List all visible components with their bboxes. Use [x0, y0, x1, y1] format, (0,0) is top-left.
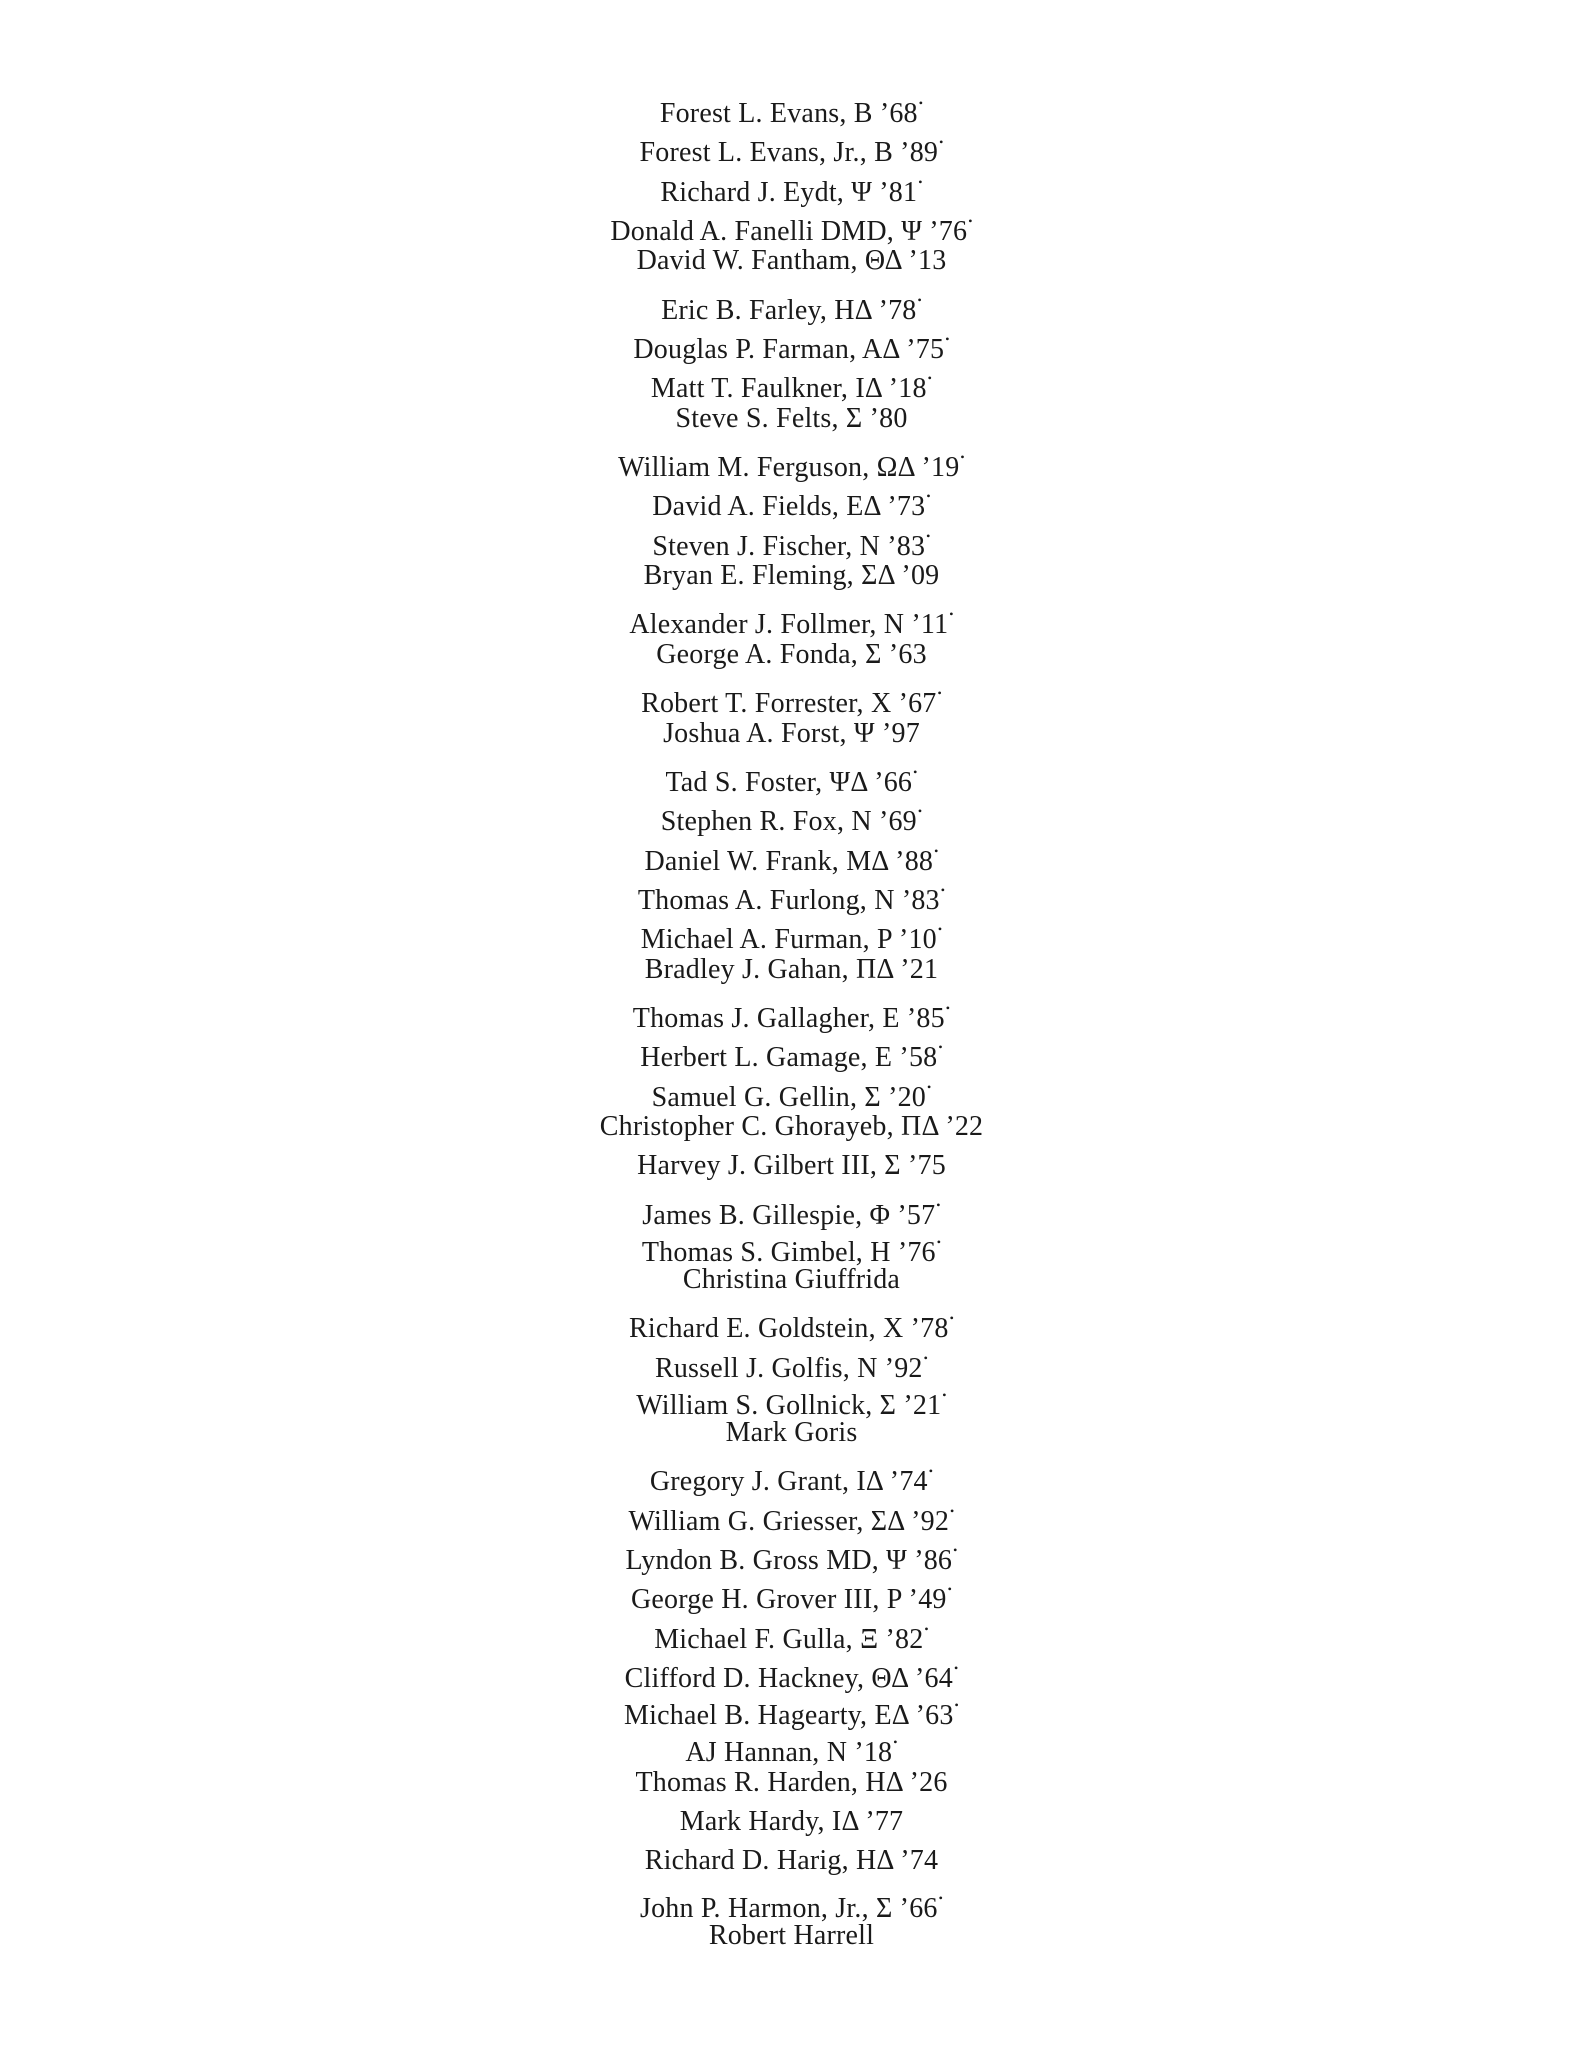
bullet-mark: • [927, 1079, 932, 1094]
name-entry [0, 910, 1583, 956]
entry-name-text: Mark Hardy, IΔ ’77 [679, 1806, 904, 1838]
bullet-mark: • [947, 1582, 953, 1597]
bullet-mark: • [893, 1735, 898, 1750]
name-entry [0, 1802, 1583, 1841]
bullet-mark: • [913, 764, 918, 779]
bullet-mark: • [968, 214, 973, 229]
entry-name-text: Forest L. Evans, B ’68 [659, 98, 918, 129]
entry-name-text: Matt T. Faulkner, IΔ ’18 [650, 373, 927, 405]
name-entry [0, 595, 1583, 641]
name-entry [0, 1413, 1583, 1452]
name-entry [0, 359, 1583, 405]
name-entry [0, 281, 1583, 326]
bullet-mark: • [938, 1890, 944, 1905]
bullet-mark: • [939, 135, 944, 150]
name-entry [0, 832, 1583, 877]
name-entry [0, 241, 1583, 280]
entry-name-text: Forest L. Evans, Jr., B ’89 [639, 137, 939, 169]
bullet-mark: • [918, 174, 923, 189]
entry-name-text: Christopher C. Ghorayeb, ΠΔ ’22 [599, 1110, 984, 1142]
bullet-mark: • [927, 371, 933, 386]
entry-name-text: Richard E. Goldstein, X ’78 [629, 1313, 949, 1345]
name-entry [0, 1531, 1583, 1577]
entry-name-text: Joshua A. Forst, Ψ ’97 [663, 717, 920, 749]
bullet-mark: • [954, 1698, 959, 1713]
bullet-mark: • [936, 1234, 942, 1249]
bullet-mark: • [960, 450, 965, 465]
entry-name-text: Michael A. Furman, P ’10 [640, 924, 937, 956]
name-entry [0, 1068, 1583, 1113]
name-entry [0, 1723, 1583, 1769]
name-entry [0, 1225, 1583, 1268]
entry-name-text: Thomas A. Furlong, N ’83 [637, 884, 940, 916]
bullet-mark: • [924, 1621, 929, 1636]
name-entry [0, 1688, 1583, 1732]
name-entry [0, 1260, 1583, 1299]
name-entry [0, 1610, 1583, 1655]
entry-name-text: James B. Gillespie, Φ ’57 [642, 1199, 936, 1231]
name-entry [0, 1339, 1583, 1384]
name-entry [0, 438, 1583, 484]
entry-name-text: Douglas P. Farman, AΔ ’75 [633, 334, 945, 366]
entry-name-text: Richard D. Harig, HΔ ’74 [644, 1845, 939, 1877]
name-entry [0, 163, 1583, 208]
entry-name-text: Bradley J. Gahan, ΠΔ ’21 [644, 953, 939, 985]
entry-name-text: Russell J. Golfis, N ’92 [654, 1352, 923, 1384]
name-entry [0, 635, 1583, 674]
bullet-mark: • [938, 1040, 943, 1055]
entry-name-text: William M. Ferguson, ΩΔ ’19 [618, 452, 960, 484]
bullet-mark: • [950, 1503, 955, 1518]
bullet-mark: • [926, 489, 931, 504]
entry-name-text: Tad S. Foster, ΨΔ ’66 [665, 766, 913, 798]
bullet-mark: • [923, 1350, 929, 1365]
name-entry [0, 1916, 1583, 1955]
bullet-mark: • [926, 528, 931, 543]
entry-name-text: Thomas S. Gimbel, H ’76 [641, 1236, 936, 1268]
entry-name-text: Christina Giuffrida [682, 1263, 901, 1295]
bullet-mark: • [917, 292, 922, 307]
entry-name-text: Robert T. Forrester, X ’67 [641, 688, 937, 720]
entry-name-text: David A. Fields, EΔ ’73 [652, 491, 926, 523]
entry-name-text: Michael F. Gulla, Ξ ’82 [654, 1623, 924, 1655]
name-entry [0, 1452, 1583, 1498]
name-entry [0, 871, 1583, 916]
bullet-mark: • [918, 96, 924, 110]
bullet-mark: • [937, 922, 943, 937]
bullet-mark: • [953, 1661, 959, 1676]
name-entry [0, 674, 1583, 720]
entry-name-text: Bryan E. Fleming, ΣΔ ’09 [643, 560, 940, 592]
bullet-mark: • [928, 1464, 934, 1479]
name-entry [0, 399, 1583, 438]
name-entry [0, 1378, 1583, 1421]
name-entry [0, 556, 1583, 595]
entry-name-text: David W. Fantham, ΘΔ ’13 [636, 245, 947, 277]
entry-name-text: Richard J. Eydt, Ψ ’81 [660, 176, 918, 208]
bullet-mark: • [945, 1000, 951, 1015]
entry-name-text: William S. Gollnick, Σ ’21 [636, 1390, 942, 1421]
bullet-mark: • [940, 882, 946, 897]
name-entry [0, 1570, 1583, 1616]
entry-name-text: John P. Harmon, Jr., Σ ’66 [639, 1892, 938, 1924]
entry-name-text: Michael B. Hagearty, EΔ ’63 [624, 1700, 954, 1732]
name-entry [0, 1763, 1583, 1802]
entry-name-text: Steve S. Felts, Σ ’80 [675, 402, 908, 434]
bullet-mark: • [953, 1543, 958, 1558]
entry-name-text: William G. Griesser, ΣΔ ’92 [628, 1505, 950, 1537]
entry-name-text: AJ Hannan, N ’18 [685, 1737, 893, 1769]
name-entry [0, 202, 1583, 248]
name-entry [0, 1841, 1583, 1880]
entry-name-text: Eric B. Farley, HΔ ’78 [661, 294, 917, 326]
name-entry [0, 753, 1583, 798]
name-entry [0, 1107, 1583, 1146]
name-entry [0, 320, 1583, 366]
entry-name-text: Robert Harrell [708, 1919, 875, 1951]
entry-name-text: Steven J. Fischer, N ’83 [652, 530, 926, 562]
entry-name-text: Daniel W. Frank, MΔ ’88 [644, 845, 934, 877]
bullet-mark: • [937, 686, 942, 701]
name-entry [0, 84, 1583, 129]
donor-name-list [0, 84, 1583, 1955]
bullet-mark: • [917, 804, 923, 819]
name-entry [0, 714, 1583, 753]
name-entry [0, 1186, 1583, 1231]
entry-name-text: Lyndon B. Gross MD, Ψ ’86 [625, 1545, 953, 1577]
name-entry [0, 1649, 1583, 1695]
bullet-mark: • [949, 1311, 954, 1326]
bullet-mark: • [936, 1197, 941, 1212]
entry-name-text: Donald A. Fanelli DMD, Ψ ’76 [610, 216, 968, 248]
entry-name-text: George A. Fonda, Σ ’63 [656, 638, 927, 670]
entry-name-text: Harvey J. Gilbert III, Σ ’75 [637, 1150, 946, 1182]
name-entry [0, 950, 1583, 989]
entry-name-text: Thomas R. Harden, HΔ ’26 [635, 1766, 948, 1798]
entry-name-text: George H. Grover III, P ’49 [630, 1584, 947, 1616]
name-entry [0, 989, 1583, 1034]
bullet-mark: • [942, 1388, 947, 1402]
name-entry [0, 517, 1583, 562]
entry-name-text: Stephen R. Fox, N ’69 [660, 806, 917, 838]
name-entry [0, 1881, 1583, 1924]
name-entry [0, 1028, 1583, 1074]
name-entry [0, 1492, 1583, 1537]
name-entry [0, 1299, 1583, 1345]
name-entry [0, 792, 1583, 838]
entry-name-text: Samuel G. Gellin, Σ ’20 [651, 1081, 926, 1113]
bullet-mark: • [934, 843, 939, 858]
bullet-mark: • [945, 332, 950, 347]
entry-name-text: Clifford D. Hackney, ΘΔ ’64 [624, 1663, 953, 1695]
entry-name-text: Thomas J. Gallagher, E ’85 [632, 1002, 945, 1034]
entry-name-text: Gregory J. Grant, IΔ ’74 [649, 1466, 928, 1498]
name-entry [0, 123, 1583, 169]
entry-name-text: Herbert L. Gamage, E ’58 [640, 1042, 938, 1074]
entry-name-text: Mark Goris [725, 1417, 858, 1448]
entry-name-text: Alexander J. Follmer, N ’11 [629, 609, 949, 641]
bullet-mark: • [949, 607, 954, 622]
name-entry [0, 477, 1583, 523]
name-entry [0, 1146, 1583, 1185]
